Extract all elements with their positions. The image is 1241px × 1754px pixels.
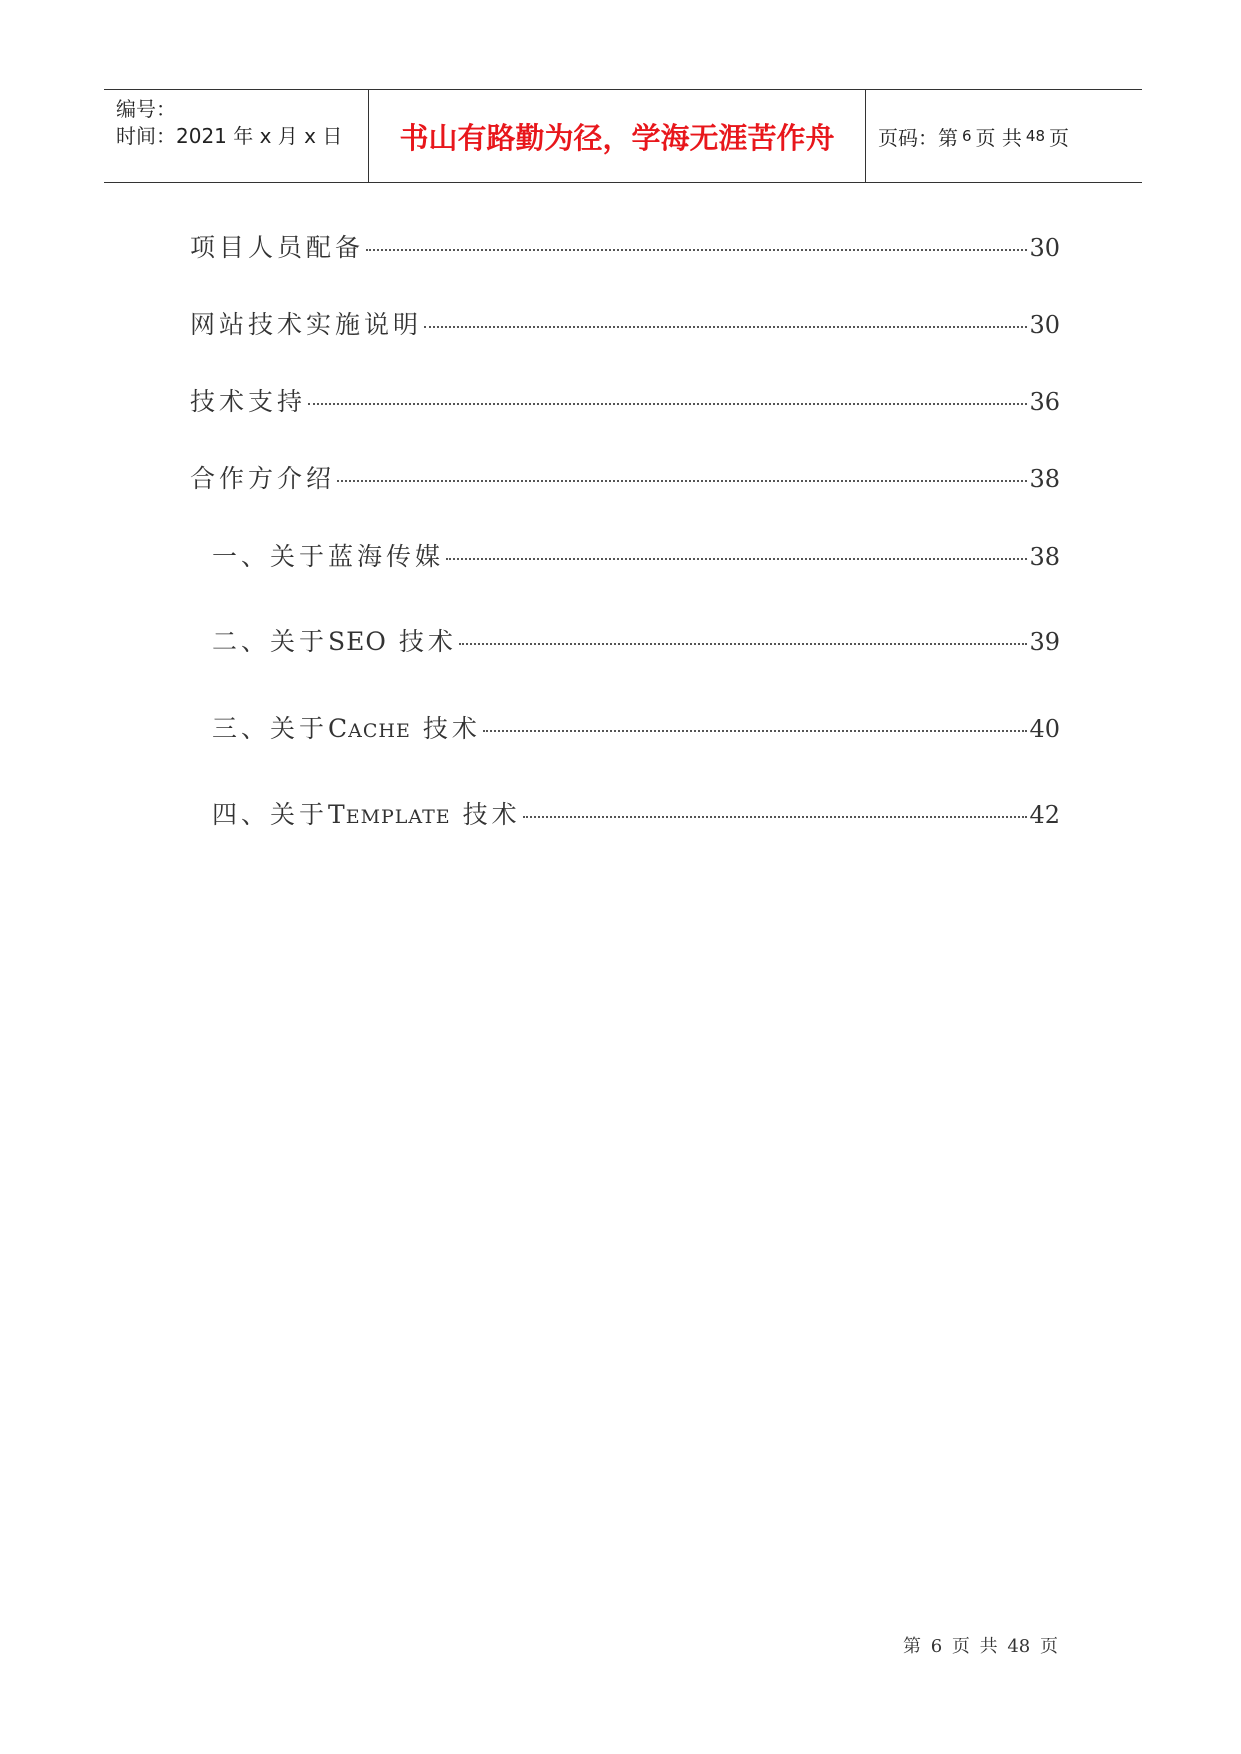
- toc-title-suffix: 技术: [462, 800, 521, 829]
- toc-entry-title: 技术支持: [190, 387, 307, 416]
- toc-entry[interactable]: [190, 228, 1060, 262]
- header-info-cell: [104, 90, 369, 182]
- header-time-label: 时间：2021 年 x 月 x 日: [116, 124, 343, 148]
- header-number-label: 编号：: [116, 97, 176, 121]
- toc-subentry[interactable]: [212, 795, 1060, 829]
- header-motto: 书山有路勤为径，学海无涯苦作舟: [399, 120, 835, 155]
- header-page-prefix: 页码：第: [878, 125, 958, 150]
- page-header: [104, 89, 1142, 183]
- header-page-cell: [866, 90, 1142, 182]
- toc-entry[interactable]: [190, 459, 1060, 493]
- toc-dot-leader: [337, 480, 1027, 482]
- toc-entry-page: 36: [1029, 388, 1060, 416]
- toc-dot-leader: [523, 816, 1028, 818]
- toc-title-word: SEO: [328, 627, 387, 656]
- toc-entry[interactable]: [190, 382, 1060, 416]
- header-page-mid: 页 共: [975, 125, 1022, 150]
- toc-entry-page: 30: [1029, 234, 1060, 262]
- toc-entry-page: 30: [1029, 311, 1060, 339]
- toc-dot-leader: [446, 558, 1027, 560]
- toc-entry-page: 39: [1029, 628, 1060, 656]
- toc-entry-title: 合作方介绍: [190, 464, 336, 493]
- toc-entry-title: [212, 622, 457, 658]
- toc-subentry[interactable]: [212, 709, 1060, 743]
- header-motto-cell: [369, 90, 866, 182]
- toc-entry-title: 网站技术实施说明: [190, 310, 423, 339]
- toc-entry-page: 40: [1029, 715, 1060, 743]
- toc-title-prefix: 三、关于: [212, 714, 329, 743]
- toc-entry-title: [212, 709, 481, 745]
- toc-title-word-rest: EMPLATE: [345, 806, 451, 828]
- header-page-total: 48: [1025, 127, 1045, 145]
- toc-entry-title: 一、关于蓝海传媒: [212, 542, 445, 571]
- toc-title-prefix: 二、关于: [212, 627, 329, 656]
- toc-subentry[interactable]: [212, 537, 1060, 571]
- toc-title-suffix: 技术: [398, 627, 457, 656]
- toc-dot-leader: [366, 249, 1027, 251]
- toc-subentry[interactable]: [212, 622, 1060, 656]
- toc-title-word-initial: C: [328, 714, 349, 743]
- toc-dot-leader: [459, 643, 1028, 645]
- toc-entry-page: 38: [1029, 543, 1060, 571]
- page-footer: 第 6 页 共 48 页: [903, 1636, 1058, 1657]
- toc-entry-page: 38: [1029, 465, 1060, 493]
- toc-entry[interactable]: [190, 305, 1060, 339]
- toc-title-word-initial: T: [328, 800, 346, 829]
- toc-title-prefix: 四、关于: [212, 800, 329, 829]
- toc-entry-title: 项目人员配备: [190, 233, 365, 262]
- toc-dot-leader: [424, 326, 1027, 328]
- toc-title-suffix: 技术: [422, 714, 481, 743]
- toc-entry-page: 42: [1029, 801, 1060, 829]
- header-page-suffix: 页: [1049, 125, 1069, 150]
- toc-dot-leader: [483, 730, 1028, 732]
- toc-title-word-rest: ACHE: [348, 720, 411, 742]
- toc-dot-leader: [308, 403, 1027, 405]
- header-page-current: 6: [962, 127, 972, 145]
- toc-entry-title: [212, 795, 521, 831]
